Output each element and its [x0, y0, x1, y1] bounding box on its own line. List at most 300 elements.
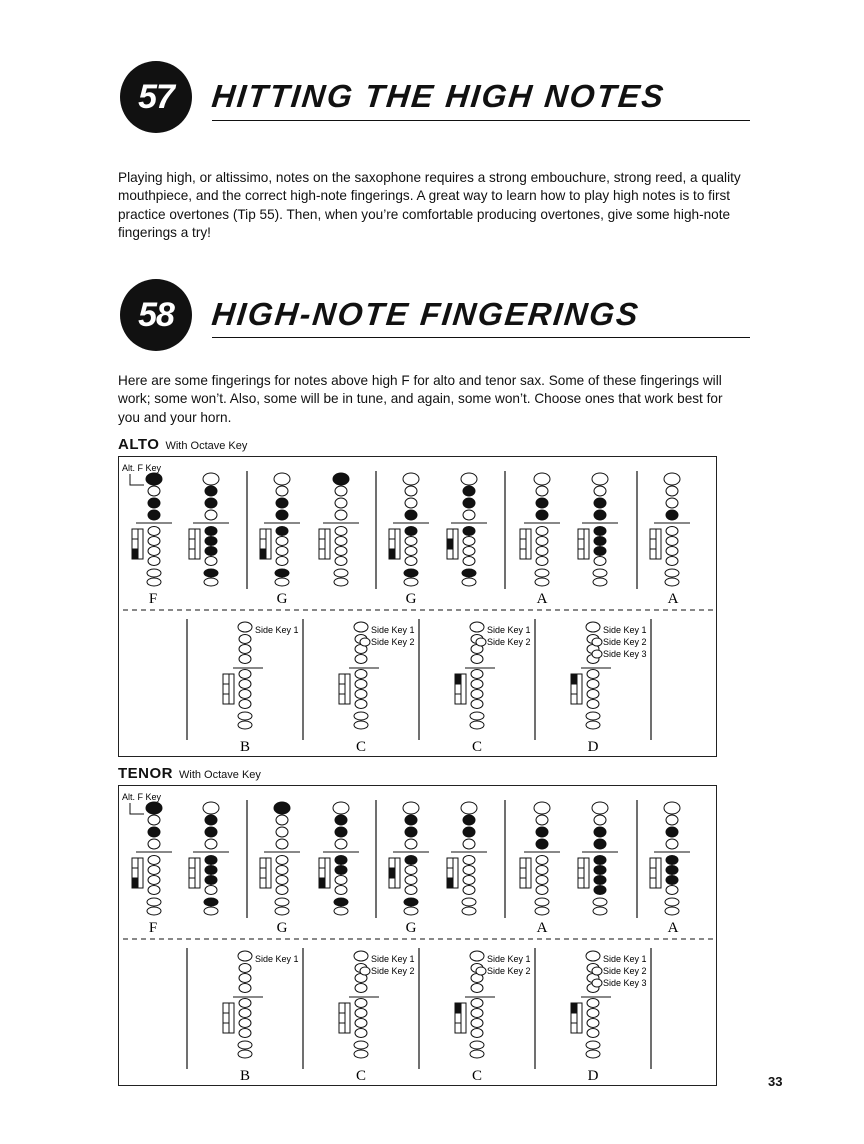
octave-key: [461, 473, 477, 485]
finger-key: [205, 557, 217, 566]
octave-key: [238, 622, 252, 632]
finger-key: [666, 537, 678, 546]
finger-key: [205, 537, 217, 546]
alt-f-key-label: Alt. F Key: [122, 792, 162, 802]
finger-key: [587, 1029, 599, 1038]
side-palm-key: [132, 549, 138, 559]
side-key-bar: [526, 858, 531, 888]
finger-key: [536, 827, 548, 837]
finger-key: [276, 815, 288, 825]
alto-label: [118, 436, 247, 453]
pinky-key: [665, 578, 679, 586]
side-key-bar: [577, 674, 582, 704]
octave-key: [203, 802, 219, 814]
side-key: [360, 967, 370, 975]
finger-key: [536, 486, 548, 496]
fingering-diagram: [650, 802, 690, 915]
finger-key: [405, 856, 417, 865]
octave-key: [586, 951, 600, 961]
pinky-key: [470, 712, 484, 720]
side-key: [592, 650, 602, 658]
pinky-key: [238, 1050, 252, 1058]
pinky-key: [665, 569, 679, 577]
side-palm-key: [319, 868, 325, 878]
finger-key: [335, 537, 347, 546]
finger-key: [239, 1029, 251, 1038]
finger-key: [471, 700, 483, 709]
finger-key: [239, 670, 251, 679]
finger-key: [463, 486, 475, 496]
alt-key-arrow: [130, 803, 144, 814]
finger-key: [148, 856, 160, 865]
tip-58-body: Here are some fingerings for notes above high F for alto and tenor sax. Some of these fingerings will work; some won’t. Also, some will be in tune, and again, some won’t. Choose ones that work best for you and your horn.: [118, 373, 723, 425]
side-palm-key: [132, 878, 138, 888]
pinky-key: [204, 907, 218, 915]
pinky-key: [593, 898, 607, 906]
side-palm-key: [132, 539, 138, 549]
side-palm-key: [571, 1023, 577, 1033]
finger-key: [471, 999, 483, 1008]
side-key-bar: [325, 529, 330, 559]
tip-57-title: HITTING THE HIGH NOTES: [210, 78, 667, 114]
side-key-label: Side Key 1: [371, 954, 415, 964]
finger-key: [463, 527, 475, 536]
finger-key: [276, 547, 288, 556]
side-palm-key: [223, 1003, 229, 1013]
side-palm-key: [189, 878, 195, 888]
fingering-diagram: [571, 951, 647, 1058]
side-palm-key: [260, 858, 266, 868]
page-number: 33: [768, 1074, 783, 1089]
octave-key: [470, 951, 484, 961]
octave-key: [354, 622, 368, 632]
fingering-diagram: [122, 463, 172, 586]
fingering-diagram: [319, 473, 359, 586]
pinky-key: [593, 907, 607, 915]
finger-key: [205, 815, 217, 825]
side-key-bar: [453, 529, 458, 559]
pinky-key: [354, 1050, 368, 1058]
fingering-diagram: [223, 622, 299, 729]
side-key: [592, 979, 602, 987]
octave-key: [592, 473, 608, 485]
pinky-key: [204, 569, 218, 577]
side-palm-key: [650, 878, 656, 888]
side-key-bar: [656, 858, 661, 888]
finger-key: [471, 690, 483, 699]
finger-key: [355, 690, 367, 699]
finger-key: [536, 498, 548, 508]
note-label: F: [148, 591, 158, 607]
finger-key: [471, 670, 483, 679]
pinky-key: [334, 898, 348, 906]
finger-key: [405, 839, 417, 849]
side-palm-key: [189, 539, 195, 549]
finger-key: [335, 486, 347, 496]
finger-key: [276, 856, 288, 865]
pinky-key: [462, 578, 476, 586]
pinky-key: [147, 578, 161, 586]
finger-key: [335, 527, 347, 536]
side-palm-key: [319, 549, 325, 559]
pinky-key: [470, 1041, 484, 1049]
finger-key: [594, 486, 606, 496]
finger-key: [276, 886, 288, 895]
fingering-diagram: [260, 802, 300, 915]
side-key-bar: [345, 1003, 350, 1033]
alto-subtitle: With Octave Key: [165, 440, 248, 452]
finger-key: [666, 510, 678, 520]
octave-key: [274, 473, 290, 485]
finger-key: [536, 537, 548, 546]
finger-key: [148, 510, 160, 520]
side-palm-key: [189, 868, 195, 878]
side-key-bar: [229, 674, 234, 704]
pinky-key: [535, 569, 549, 577]
finger-key: [148, 876, 160, 885]
side-palm-key: [389, 878, 395, 888]
pinky-key: [470, 1050, 484, 1058]
side-key-bar: [395, 858, 400, 888]
note-label: G: [276, 920, 288, 936]
octave-key: [470, 622, 484, 632]
finger-key: [335, 856, 347, 865]
tip-number: 58: [138, 295, 174, 334]
finger-key: [205, 527, 217, 536]
note-label: C: [355, 739, 367, 755]
finger-key: [463, 827, 475, 837]
tip-57-rule: [212, 120, 750, 121]
side-key-label: Side Key 1: [603, 954, 647, 964]
pinky-key: [275, 569, 289, 577]
pinky-key: [535, 898, 549, 906]
pinky-key: [404, 569, 418, 577]
pinky-key: [354, 712, 368, 720]
side-palm-key: [650, 529, 656, 539]
pinky-key: [586, 1050, 600, 1058]
pinky-key: [586, 712, 600, 720]
side-palm-key: [319, 529, 325, 539]
side-palm-key: [319, 878, 325, 888]
finger-key: [587, 700, 599, 709]
side-key-bar: [461, 674, 466, 704]
octave-key: [664, 802, 680, 814]
pinky-key: [462, 907, 476, 915]
finger-key: [471, 1009, 483, 1018]
side-key-bar: [229, 1003, 234, 1033]
side-key-label: Side Key 3: [603, 649, 647, 659]
fingering-diagram: [389, 473, 429, 586]
fingering-diagram: [578, 473, 618, 586]
finger-key: [405, 537, 417, 546]
finger-key: [148, 486, 160, 496]
side-key-label: Side Key 3: [603, 978, 647, 988]
pinky-key: [462, 898, 476, 906]
finger-key: [148, 537, 160, 546]
finger-key: [148, 547, 160, 556]
pinky-key: [334, 578, 348, 586]
alt-key-arrow: [130, 474, 144, 485]
side-key-bar: [138, 529, 143, 559]
finger-key: [239, 999, 251, 1008]
pinky-key: [238, 712, 252, 720]
finger-key: [405, 866, 417, 875]
finger-key: [463, 547, 475, 556]
finger-key: [587, 999, 599, 1008]
side-palm-key: [339, 1023, 345, 1033]
side-key-bar: [266, 529, 271, 559]
tip-58-badge: [120, 279, 192, 351]
side-key-label: Side Key 1: [603, 625, 647, 635]
finger-key: [335, 876, 347, 885]
finger-key: [666, 486, 678, 496]
finger-key: [405, 547, 417, 556]
side-key: [360, 638, 370, 646]
side-key-label: Side Key 1: [371, 625, 415, 635]
side-key-label: Side Key 2: [487, 966, 531, 976]
finger-key: [335, 498, 347, 508]
side-key-bar: [656, 529, 661, 559]
finger-key: [239, 635, 251, 644]
finger-key: [205, 827, 217, 837]
tenor-fingering-chart: [118, 785, 717, 1086]
finger-key: [463, 866, 475, 875]
side-key-label: Side Key 1: [487, 625, 531, 635]
side-palm-key: [578, 549, 584, 559]
finger-key: [148, 815, 160, 825]
octave-key: [146, 802, 162, 814]
side-palm-key: [223, 1013, 229, 1023]
side-palm-key: [132, 868, 138, 878]
tenor-subtitle: With Octave Key: [179, 769, 261, 781]
finger-key: [335, 827, 347, 837]
finger-key: [463, 557, 475, 566]
fingering-diagram: [223, 951, 299, 1058]
fingering-diagram: [650, 473, 690, 586]
side-key-bar: [325, 858, 330, 888]
finger-key: [666, 815, 678, 825]
finger-key: [335, 839, 347, 849]
side-palm-key: [447, 549, 453, 559]
pinky-key: [665, 907, 679, 915]
finger-key: [587, 1009, 599, 1018]
alto-title: ALTO: [118, 436, 160, 453]
side-key-label: Side Key 2: [371, 637, 415, 647]
side-palm-key: [389, 868, 395, 878]
pinky-key: [665, 898, 679, 906]
octave-key: [534, 802, 550, 814]
finger-key: [355, 984, 367, 993]
octave-key: [354, 951, 368, 961]
tip-58-rule: [212, 337, 750, 338]
side-key-label: Side Key 2: [603, 966, 647, 976]
side-key: [476, 967, 486, 975]
finger-key: [276, 510, 288, 520]
note-label: B: [239, 739, 251, 755]
side-palm-key: [455, 1013, 461, 1023]
finger-key: [276, 486, 288, 496]
alto-fingering-chart: [118, 456, 717, 757]
side-key-bar: [526, 529, 531, 559]
finger-key: [205, 498, 217, 508]
finger-key: [405, 815, 417, 825]
finger-key: [666, 827, 678, 837]
finger-key: [239, 645, 251, 654]
side-key-bar: [345, 674, 350, 704]
fingering-diagram: [389, 802, 429, 915]
side-palm-key: [650, 868, 656, 878]
fingering-diagram: [520, 802, 560, 915]
finger-key: [335, 815, 347, 825]
finger-key: [463, 537, 475, 546]
side-palm-key: [571, 1013, 577, 1023]
note-label: F: [148, 920, 158, 936]
side-palm-key: [520, 858, 526, 868]
side-palm-key: [260, 878, 266, 888]
pinky-key: [275, 578, 289, 586]
side-palm-key: [447, 868, 453, 878]
side-palm-key: [578, 539, 584, 549]
finger-key: [463, 886, 475, 895]
finger-key: [594, 839, 606, 849]
finger-key: [536, 856, 548, 865]
octave-key: [203, 473, 219, 485]
finger-key: [276, 557, 288, 566]
side-palm-key: [339, 684, 345, 694]
fingering-diagram: [339, 951, 415, 1058]
finger-key: [463, 510, 475, 520]
pinky-key: [354, 1041, 368, 1049]
finger-key: [205, 866, 217, 875]
side-palm-key: [578, 868, 584, 878]
side-key-bar: [195, 858, 200, 888]
pinky-key: [593, 569, 607, 577]
finger-key: [405, 527, 417, 536]
tip-57-body: Playing high, or altissimo, notes on the saxophone requires a strong embouchure, strong reed, a quality mouthpiece, and the correct high-note fingerings. A great way to learn how to play high notes is to first practice overtones (Tip 55). Then, when you’re comfortable producing overtones, give some high-note fingerings a try!: [118, 170, 741, 241]
pinky-key: [238, 1041, 252, 1049]
side-key-bar: [584, 858, 589, 888]
finger-key: [205, 486, 217, 496]
pinky-key: [462, 569, 476, 577]
finger-key: [594, 547, 606, 556]
pinky-key: [404, 907, 418, 915]
finger-key: [471, 1029, 483, 1038]
note-label: A: [536, 591, 548, 607]
side-palm-key: [223, 1023, 229, 1033]
side-palm-key: [223, 684, 229, 694]
finger-key: [148, 527, 160, 536]
finger-key: [463, 876, 475, 885]
finger-key: [666, 839, 678, 849]
finger-key: [405, 510, 417, 520]
finger-key: [536, 557, 548, 566]
side-palm-key: [132, 858, 138, 868]
finger-key: [239, 984, 251, 993]
fingering-diagram: [520, 473, 560, 586]
finger-key: [239, 1019, 251, 1028]
side-palm-key: [571, 694, 577, 704]
side-key-bar: [138, 858, 143, 888]
finger-key: [463, 815, 475, 825]
finger-key: [471, 1019, 483, 1028]
side-palm-key: [223, 694, 229, 704]
finger-key: [355, 1019, 367, 1028]
finger-key: [536, 815, 548, 825]
tip-58-title: HIGH-NOTE FINGERINGS: [210, 296, 642, 332]
finger-key: [666, 527, 678, 536]
pinky-key: [535, 907, 549, 915]
finger-key: [205, 839, 217, 849]
side-palm-key: [447, 539, 453, 549]
side-palm-key: [455, 1023, 461, 1033]
pinky-key: [334, 907, 348, 915]
finger-key: [148, 557, 160, 566]
finger-key: [463, 839, 475, 849]
tenor-fingering-svg: [119, 786, 718, 1087]
side-key-bar: [395, 529, 400, 559]
fingering-diagram: [455, 951, 531, 1058]
finger-key: [594, 537, 606, 546]
finger-key: [471, 680, 483, 689]
note-label: C: [355, 1068, 367, 1084]
finger-key: [536, 839, 548, 849]
side-key-label: Side Key 2: [603, 637, 647, 647]
octave-key: [403, 802, 419, 814]
finger-key: [594, 876, 606, 885]
finger-key: [276, 537, 288, 546]
finger-key: [666, 876, 678, 885]
finger-key: [594, 827, 606, 837]
note-label: C: [471, 1068, 483, 1084]
side-palm-key: [189, 858, 195, 868]
finger-key: [276, 839, 288, 849]
finger-key: [405, 876, 417, 885]
fingering-diagram: [260, 473, 300, 586]
side-palm-key: [520, 529, 526, 539]
octave-key: [592, 802, 608, 814]
finger-key: [148, 886, 160, 895]
finger-key: [594, 498, 606, 508]
side-palm-key: [339, 674, 345, 684]
finger-key: [205, 886, 217, 895]
finger-key: [148, 827, 160, 837]
side-palm-key: [571, 1003, 577, 1013]
finger-key: [335, 547, 347, 556]
finger-key: [148, 866, 160, 875]
tenor-title: TENOR: [118, 765, 173, 782]
pinky-key: [586, 1041, 600, 1049]
side-key-bar: [266, 858, 271, 888]
pinky-key: [147, 907, 161, 915]
octave-key: [403, 473, 419, 485]
finger-key: [355, 655, 367, 664]
side-palm-key: [447, 858, 453, 868]
side-palm-key: [260, 529, 266, 539]
side-palm-key: [319, 539, 325, 549]
finger-key: [463, 498, 475, 508]
octave-key: [461, 802, 477, 814]
finger-key: [239, 690, 251, 699]
finger-key: [594, 557, 606, 566]
octave-key: [333, 802, 349, 814]
pinky-key: [275, 907, 289, 915]
side-key-label: Side Key 1: [255, 954, 299, 964]
side-palm-key: [339, 1013, 345, 1023]
finger-key: [276, 498, 288, 508]
fingering-diagram: [447, 802, 487, 915]
side-palm-key: [650, 858, 656, 868]
finger-key: [405, 886, 417, 895]
